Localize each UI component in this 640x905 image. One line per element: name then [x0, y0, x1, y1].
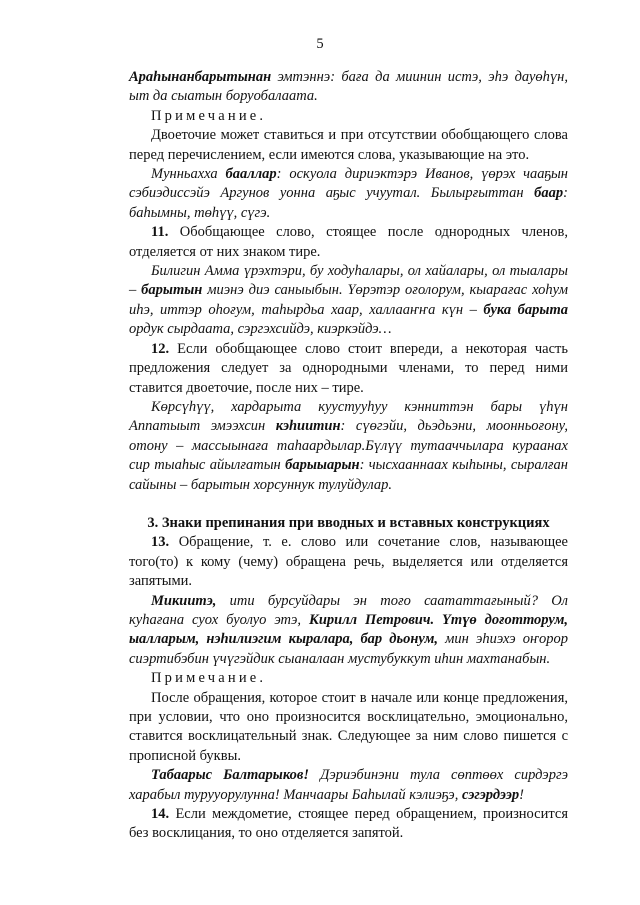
bold-word: Араһынанбарытынан — [129, 69, 272, 85]
example-text: ордук сырдаата, сэргэхсийдэ, киэркэйдэ… — [129, 321, 392, 338]
rule-paragraph — [129, 533, 568, 591]
bold-word: Табаарыс Балтарыков! — [151, 767, 310, 784]
bold-word: Микиитэ, — [151, 592, 217, 609]
rule-paragraph — [129, 805, 568, 844]
rule-number: 14. — [151, 806, 170, 823]
example-paragraph — [129, 68, 568, 107]
rule-number: 13. — [151, 534, 170, 551]
example-text: : баһымны, төһүү, сүгэ. — [129, 185, 568, 221]
example-paragraph — [129, 592, 568, 670]
page-number: 5 — [316, 36, 324, 52]
rule-text: Если междометие, стоящее перед обращением, произносится без восклицания, то оно отделяется запятой. — [129, 806, 568, 842]
bold-word: бааллар — [225, 166, 277, 183]
example-paragraph — [129, 165, 568, 223]
rule-number: 11. — [151, 224, 169, 241]
note-label: Примечание. — [151, 107, 267, 124]
bold-word: барытын — [141, 282, 203, 299]
example-paragraph — [129, 398, 568, 495]
bold-word: баар — [534, 185, 564, 202]
bold-word: сэгэрдээр — [461, 786, 520, 803]
rule-paragraph: После обращения, которое стоит в начале или конце предложения, при условии, что оно произносится восклицательно, эмоционально, ставится восклицательный знак. Следующее за ним слово пишется с прописной буквы. — [129, 689, 568, 764]
rule-paragraph: Двоеточие может ставиться и при отсутствии обобщающего слова перед перечислением, если имеются слова, указывающие на это. — [129, 127, 568, 163]
example-text: Көрсүһүү, хардарыта куустууһуу кэнниттэн бары үһүн Аппатыыт эмээхсин — [129, 398, 568, 435]
example-text: : чысхааннаах кыhыны, сыралған сайыны – барытын хорсуннук тулуйдулар. — [129, 457, 568, 493]
example-text: Билигин Амма үрэхтэри, бу ходуһалары, ол хайалары, ол тыалары – — [129, 263, 568, 299]
example-paragraph — [129, 766, 568, 805]
example-text: : оскуола дириэктэрэ Иванов, үөрэх чааҕын сэбиэдиссэйэ Аргунов уонна аҕыс учуутал. Былырғыттан — [129, 166, 568, 202]
section-heading: 3. Знаки препинания при вводных и вставных конструкциях — [147, 514, 550, 531]
document-body — [129, 68, 568, 844]
rule-text: Обобщающее слово, стоящее после однородных членов, отделяется от них знаком тире. — [129, 224, 568, 260]
rule-text: Если обобщающее слово стоит впереди, а некоторая часть предложения следует за однородными членами, то перед ними ставится двоеточие, после них – тире. — [129, 340, 568, 396]
example-text: ити бурсуйдары эн тоғо саататтағыный? Ол куһaғана суох буолуо этэ, — [129, 592, 568, 628]
bold-word: кэһиитин — [275, 418, 341, 435]
bold-word: Кирилл Петрович. Үтүө доғотторум, ыалларым, нэһилиэгим кыралара, бар дьонум, — [129, 611, 569, 648]
example-text: Мунньахха — [151, 166, 226, 183]
example-text: Дэриэбинэни тула сөптөөх сирдэргэ харабыл турууорулунна! Манчаары Баһылай кэлиэҕэ, — [129, 767, 568, 803]
example-text: : сүөгэйи, дьэдьэни, моонньоғону, отону – массыынаға таһаардылар.Бүлүү тутааччылара кураанах сир тыаһыс айылғатын — [129, 418, 568, 474]
example-text: эмтэннэ: баға да миинин истэ, эһэ дауөһүн, ыт да сыатын боруобалаата. — [129, 69, 568, 105]
rule-text: Обращение, т. е. слово или сочетание слов, называющее того(то) к кому (чему) обращена речь, выделяется или отделяется запятыми. — [129, 534, 568, 590]
bold-word: барыыарын — [285, 457, 360, 474]
rule-paragraph — [129, 223, 568, 262]
example-text: миэнэ диэ саныыбын. Үөрэтэр оғолорум, кыарағас хоһум иһэ, иттэр оһоғум, таһырдьа хаар, халлааҥҥа күн – — [129, 282, 569, 318]
example-paragraph — [129, 262, 568, 340]
example-text: мин эhиэхэ оҥорор сиэртибэбин үчүгэйдик сыаналаан мустубуккут иhин махтанабын. — [129, 631, 568, 667]
rule-number: 12. — [151, 340, 170, 357]
rule-paragraph — [129, 340, 568, 398]
example-text: ! — [519, 786, 524, 803]
note-label: Примечание. — [151, 670, 267, 687]
bold-word: бука барыта — [483, 301, 568, 318]
